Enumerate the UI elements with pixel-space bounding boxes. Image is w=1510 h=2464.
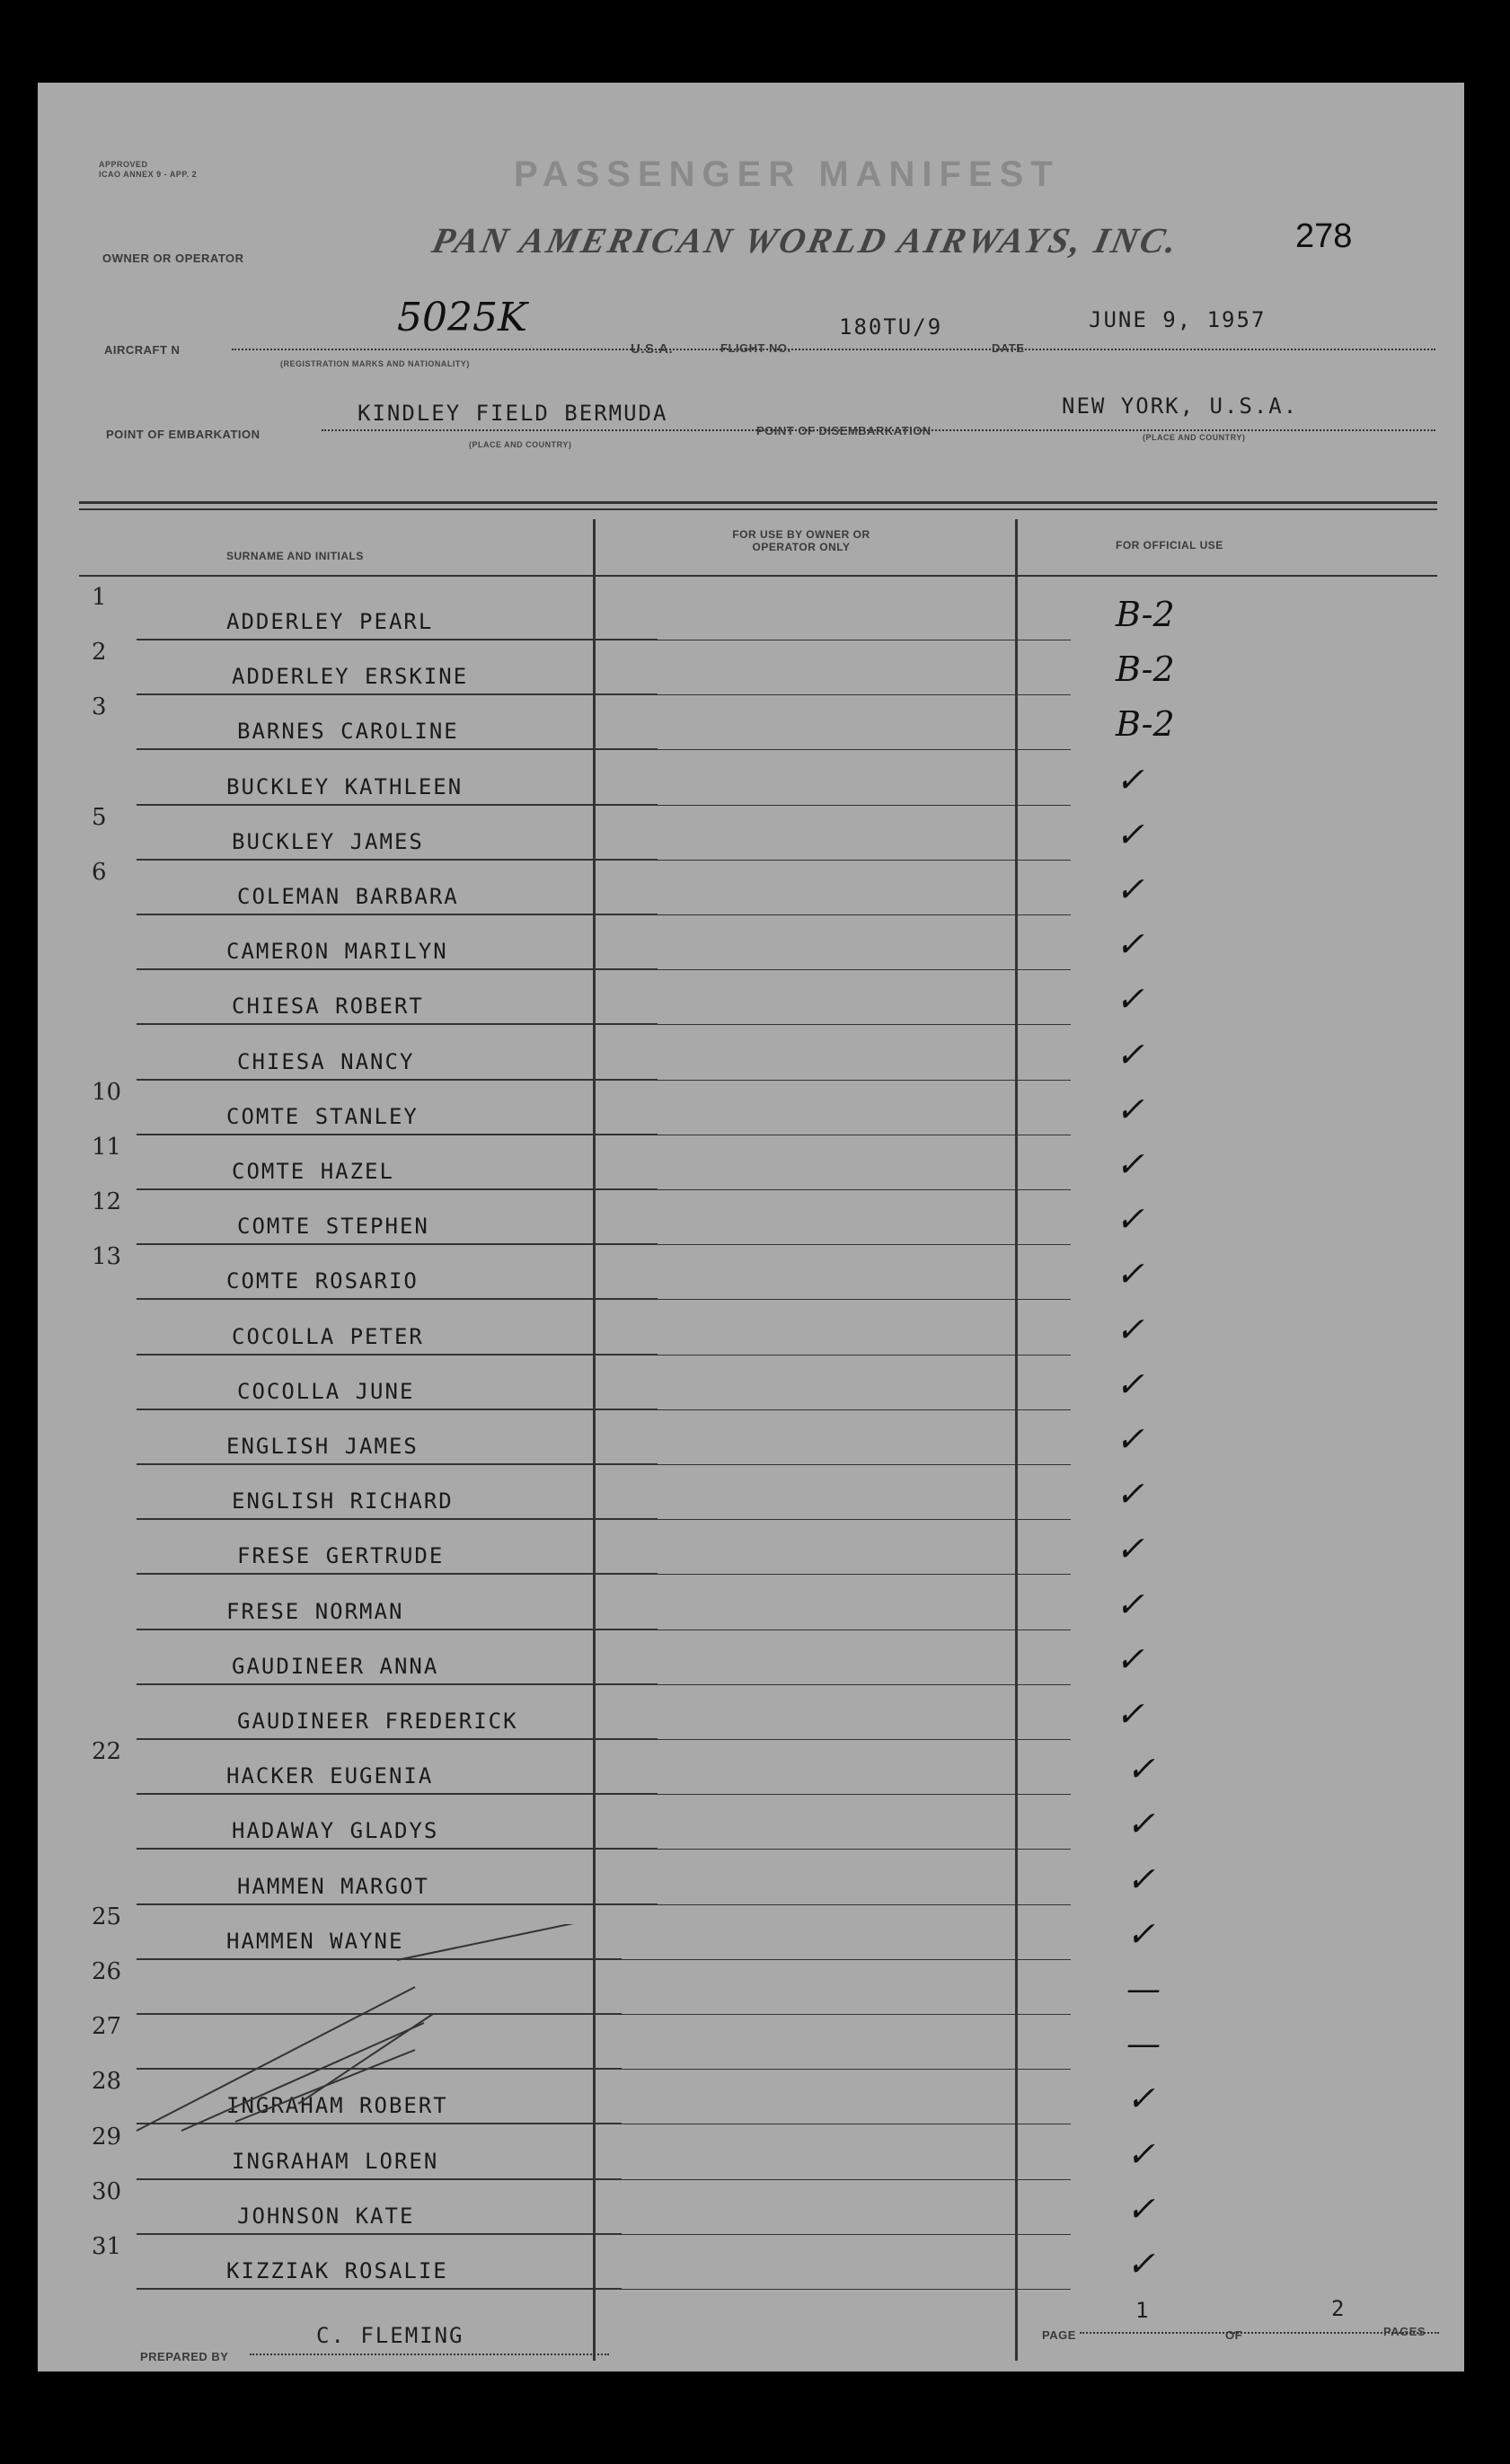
- passenger-name: COCOLLA JUNE: [237, 1378, 415, 1404]
- row-number: 5: [92, 803, 107, 831]
- table-row: [92, 1410, 1464, 1465]
- official-mark: —: [1126, 2024, 1161, 2064]
- of-label: OF: [1225, 2328, 1243, 2342]
- table-row: [92, 1026, 1464, 1081]
- table-row: [92, 2235, 1464, 2290]
- official-mark: ✓: [1116, 1419, 1144, 1459]
- official-mark: ✓: [1126, 2244, 1155, 2283]
- official-mark: ✓: [1126, 1804, 1155, 1844]
- official-mark: ✓: [1116, 1474, 1144, 1515]
- table-row: [92, 1740, 1464, 1795]
- row-number: 1: [92, 584, 107, 611]
- passenger-name: JOHNSON KATE: [237, 2203, 415, 2229]
- aircraft-value: 5025K: [397, 295, 527, 340]
- table-row: [92, 2177, 1464, 2235]
- table-row: [92, 1135, 1464, 1190]
- passenger-name: KIZZIAK ROSALIE: [226, 2258, 448, 2283]
- table-header-rule: [79, 575, 1437, 577]
- pages-label: PAGES: [1383, 2325, 1426, 2338]
- passenger-name: INGRAHAM ROBERT: [226, 2093, 448, 2119]
- passenger-name: COMTE HAZEL: [232, 1159, 394, 1184]
- passenger-name: COMTE ROSARIO: [226, 1268, 419, 1294]
- passenger-name: COMTE STEPHEN: [237, 1214, 429, 1240]
- official-mark: B-2: [1116, 649, 1175, 690]
- official-mark: —: [1126, 1969, 1161, 2009]
- table-row: [92, 1190, 1464, 1245]
- approval-stamp: APPROVED ICAO ANNEX 9 - APP. 2: [99, 160, 198, 179]
- owner-label: OWNER OR OPERATOR: [102, 252, 244, 265]
- official-mark: ✓: [1116, 1309, 1144, 1349]
- official-mark: ✓: [1116, 814, 1144, 854]
- embark-caption: (PLACE AND COUNTRY): [469, 440, 572, 449]
- row-number: 22: [92, 1738, 122, 1766]
- prepared-label: PREPARED BY: [140, 2350, 229, 2363]
- official-mark: ✓: [1116, 759, 1144, 799]
- table-row: [92, 1356, 1464, 1410]
- row-number: 12: [92, 1188, 122, 1216]
- passenger-name: GAUDINEER FREDERICK: [237, 1709, 518, 1734]
- passenger-name: BARNES CAROLINE: [237, 719, 459, 745]
- official-mark: ✓: [1126, 2188, 1155, 2229]
- table-row: [92, 640, 1464, 695]
- official-mark: ✓: [1116, 1638, 1144, 1679]
- table-row: [92, 1465, 1464, 1520]
- passenger-name: INGRAHAM LOREN: [232, 2148, 439, 2174]
- row-number: 2: [92, 639, 107, 667]
- manifest-sheet: [38, 83, 1464, 2371]
- column-header-owner: FOR USE BY OWNER OR OPERATOR ONLY: [732, 528, 870, 553]
- page-line: [1080, 2332, 1439, 2334]
- passenger-name: ADDERLEY ERSKINE: [232, 664, 469, 690]
- passenger-name: BUCKLEY JAMES: [232, 828, 424, 854]
- table-row: [92, 1576, 1464, 1630]
- row-rule: [137, 2288, 622, 2290]
- table-row: [92, 861, 1464, 915]
- passenger-name: CHIESA ROBERT: [232, 994, 424, 1020]
- table-row: [92, 586, 1464, 640]
- table-row: [92, 695, 1464, 750]
- row-number: 25: [92, 1903, 122, 1930]
- official-mark: ✓: [1126, 1859, 1155, 1899]
- prepared-line: [250, 2354, 609, 2355]
- official-mark: ✓: [1116, 1694, 1144, 1734]
- page-title: PASSENGER MANIFEST: [514, 155, 1060, 194]
- table-row: [92, 915, 1464, 970]
- passenger-name: CHIESA NANCY: [237, 1048, 415, 1074]
- row-number: 6: [92, 859, 107, 886]
- official-mark: ✓: [1116, 1034, 1144, 1074]
- table-row: [92, 803, 1464, 861]
- passenger-name: BUCKLEY KATHLEEN: [226, 773, 464, 799]
- passenger-name: ADDERLEY PEARL: [226, 609, 434, 634]
- official-mark: ✓: [1116, 979, 1144, 1020]
- date-label: DATE: [992, 341, 1025, 355]
- disembark-label: POINT OF DISEMBARKATION: [756, 424, 932, 437]
- table-row: [92, 970, 1464, 1025]
- official-mark: ✓: [1116, 1584, 1144, 1624]
- table-top-rule: [79, 501, 1437, 504]
- table-row: [92, 1245, 1464, 1300]
- cross-out-marks: [128, 1924, 667, 2149]
- table-top-rule-2: [79, 508, 1437, 510]
- passenger-name: HAMMEN WAYNE: [226, 1928, 404, 1954]
- table-row: [92, 1630, 1464, 1685]
- passenger-name: ENGLISH JAMES: [226, 1434, 419, 1459]
- table-row: [92, 1795, 1464, 1850]
- row-rule-owner: [595, 2289, 1071, 2290]
- passenger-name: COLEMAN BARBARA: [237, 884, 459, 909]
- flight-value: 180TU/9: [839, 314, 943, 340]
- passenger-name: CAMERON MARILYN: [226, 939, 448, 965]
- row-number: 31: [92, 2233, 122, 2260]
- official-mark: B-2: [1116, 595, 1175, 634]
- passenger-name: ENGLISH RICHARD: [232, 1488, 454, 1515]
- registration-caption: (REGISTRATION MARKS AND NATIONALITY): [280, 359, 470, 368]
- passenger-name: FRESE GERTRUDE: [237, 1543, 445, 1569]
- official-mark: ✓: [1116, 1254, 1144, 1294]
- official-mark: ✓: [1126, 2079, 1155, 2119]
- page-value: 1: [1135, 2298, 1151, 2323]
- date-value: JUNE 9, 1957: [1089, 307, 1267, 332]
- embark-label: POINT OF EMBARKATION: [106, 428, 260, 441]
- passenger-name: GAUDINEER ANNA: [232, 1653, 439, 1679]
- embark-value: KINDLEY FIELD BERMUDA: [358, 401, 668, 426]
- official-mark: ✓: [1126, 2133, 1155, 2174]
- table-row: [92, 751, 1464, 806]
- row-number: 10: [92, 1078, 122, 1106]
- official-mark: ✓: [1116, 1364, 1144, 1404]
- table-row: [92, 1520, 1464, 1575]
- flight-label: FLIGHT NO.: [720, 341, 791, 355]
- row-number: 29: [92, 2123, 122, 2150]
- row-number: 28: [92, 2068, 122, 2096]
- row-number: 3: [92, 693, 107, 721]
- sheet-number: 278: [1295, 217, 1353, 255]
- official-mark: ✓: [1116, 1199, 1144, 1240]
- row-number: 27: [92, 2013, 122, 2041]
- page-label: PAGE: [1042, 2328, 1076, 2342]
- official-mark: ✓: [1116, 924, 1144, 965]
- table-row: [92, 1850, 1464, 1905]
- operator-name: PAN AMERICAN WORLD AIRWAYS, INC.: [428, 220, 1184, 261]
- official-mark: ✓: [1116, 1089, 1144, 1129]
- aircraft-line: [232, 349, 1435, 350]
- passenger-name: HACKER EUGENIA: [226, 1763, 434, 1789]
- embark-line: [322, 429, 1435, 431]
- table-row: [92, 1301, 1464, 1356]
- passenger-name: HAMMEN MARGOT: [237, 1873, 429, 1899]
- table-row: [92, 1685, 1464, 1740]
- column-header-official: FOR OFFICIAL USE: [1116, 539, 1223, 552]
- passenger-name: FRESE NORMAN: [226, 1598, 404, 1624]
- table-row: [92, 1078, 1464, 1135]
- official-mark: ✓: [1126, 1913, 1155, 1954]
- aircraft-label: AIRCRAFT N: [104, 343, 181, 357]
- disembark-caption: (PLACE AND COUNTRY): [1143, 433, 1246, 442]
- official-mark: ✓: [1116, 1144, 1144, 1184]
- row-number: 11: [92, 1134, 122, 1161]
- row-number: 13: [92, 1243, 122, 1271]
- passenger-name: HADAWAY GLADYS: [232, 1818, 439, 1844]
- official-mark: ✓: [1116, 1529, 1144, 1569]
- nationality: U.S.A.: [631, 341, 674, 357]
- column-header-name: SURNAME AND INITIALS: [226, 550, 364, 562]
- passenger-name: COMTE STANLEY: [226, 1103, 419, 1129]
- prepared-value: C. FLEMING: [316, 2323, 464, 2348]
- row-number: 30: [92, 2177, 122, 2205]
- official-mark: B-2: [1116, 704, 1175, 745]
- row-number: 26: [92, 1958, 122, 1985]
- official-mark: ✓: [1116, 870, 1144, 909]
- passenger-name: COCOLLA PETER: [232, 1323, 424, 1349]
- disembark-value: NEW YORK, U.S.A.: [1062, 393, 1299, 419]
- of-value: 2: [1331, 2296, 1347, 2321]
- official-mark: ✓: [1126, 1749, 1155, 1789]
